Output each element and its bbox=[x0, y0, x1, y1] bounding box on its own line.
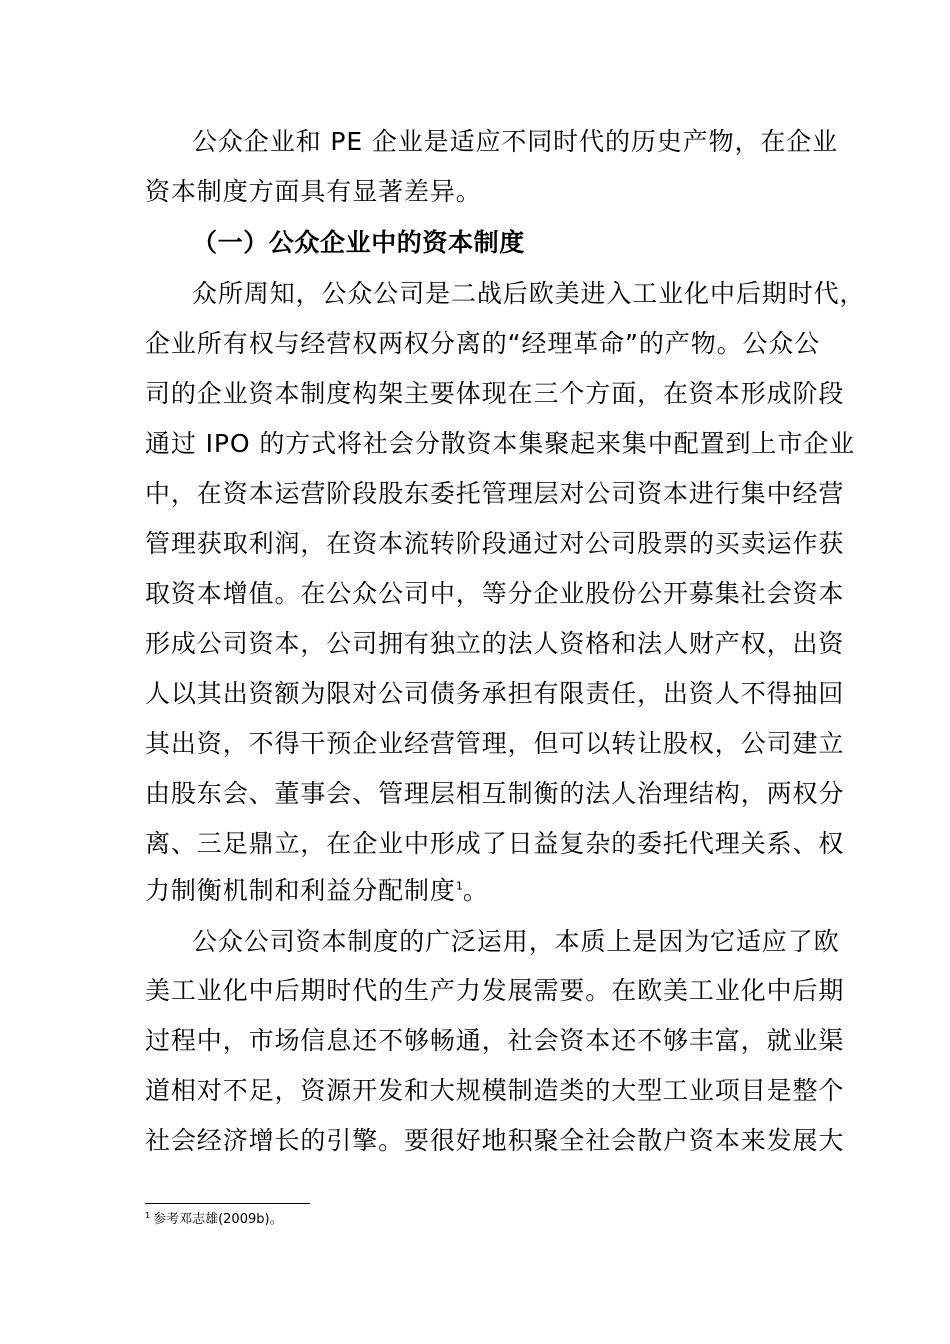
paragraph-2-line-11: 由股东会、董事会、管理层相互制衡的法人治理结构，两权分 bbox=[145, 779, 845, 808]
paragraph-2-line-2: 企业所有权与经营权两权分离的“经理革命”的产物。公众公 bbox=[145, 329, 821, 358]
paragraph-2-line-3: 司的企业资本制度构架主要体现在三个方面，在资本形成阶段 bbox=[145, 379, 845, 408]
paragraph-2-line-13-text: 力制衡机制和利益分配制度 bbox=[145, 876, 456, 905]
paragraph-2-line-8: 形成公司资本，公司拥有独立的法人资格和法人财产权，出资 bbox=[145, 629, 845, 658]
paragraph-2-line-1: 众所周知，公众公司是二战后欧美进入工业化中后期时代， bbox=[192, 279, 866, 308]
section-heading: （一）公众企业中的资本制度 bbox=[192, 228, 525, 257]
footnote bbox=[145, 1212, 283, 1228]
footnote-marker: 1 bbox=[145, 1210, 151, 1220]
paragraph-3-line-2: 美工业化中后期时代的生产力发展需要。在欧美工业化中后期 bbox=[145, 976, 845, 1005]
paragraph-2-line-13-end: 。 bbox=[462, 876, 489, 905]
footnote-reference[interactable]: 1 bbox=[455, 879, 463, 893]
paragraph-2-line-4: 通过 IPO 的方式将社会分散资本集聚起来集中配置到上市企业 bbox=[145, 429, 856, 458]
paragraph-2-line-6: 管理获取利润，在资本流转阶段通过对公司股票的买卖运作获 bbox=[145, 529, 845, 558]
paragraph-2-line-13 bbox=[145, 876, 489, 906]
paragraph-3-line-3: 过程中，市场信息还不够畅通，社会资本还不够丰富，就业渠 bbox=[145, 1026, 845, 1055]
paragraph-1-line-1: 公众企业和 PE 企业是适应不同时代的历史产物，在企业 bbox=[192, 127, 839, 156]
paragraph-3-line-1: 公众公司资本制度的广泛运用，本质上是因为它适应了欧 bbox=[192, 927, 840, 956]
paragraph-2-line-7: 取资本增值。在公众公司中，等分企业股份公开募集社会资本 bbox=[145, 579, 845, 608]
paragraph-2-line-9: 人以其出资额为限对公司债务承担有限责任，出资人不得抽回 bbox=[145, 679, 845, 708]
paragraph-3-line-4: 道相对不足，资源开发和大规模制造类的大型工业项目是整个 bbox=[145, 1076, 845, 1105]
paragraph-1-line-2: 资本制度方面具有显著差异。 bbox=[145, 177, 482, 206]
paragraph-2-line-12: 离、三足鼎立，在企业中形成了日益复杂的委托代理关系、权 bbox=[145, 829, 845, 858]
paragraph-2-line-5: 中，在资本运营阶段股东委托管理层对公司资本进行集中经营 bbox=[145, 479, 845, 508]
paragraph-2-line-10: 其出资，不得干预企业经营管理，但可以转让股权，公司建立 bbox=[145, 729, 845, 758]
footnote-divider bbox=[145, 1203, 310, 1204]
paragraph-3-line-5: 社会经济增长的引擎。要很好地积聚全社会散户资本来发展大 bbox=[145, 1126, 845, 1155]
footnote-text: 参考邓志雄(2009b)。 bbox=[153, 1212, 283, 1227]
